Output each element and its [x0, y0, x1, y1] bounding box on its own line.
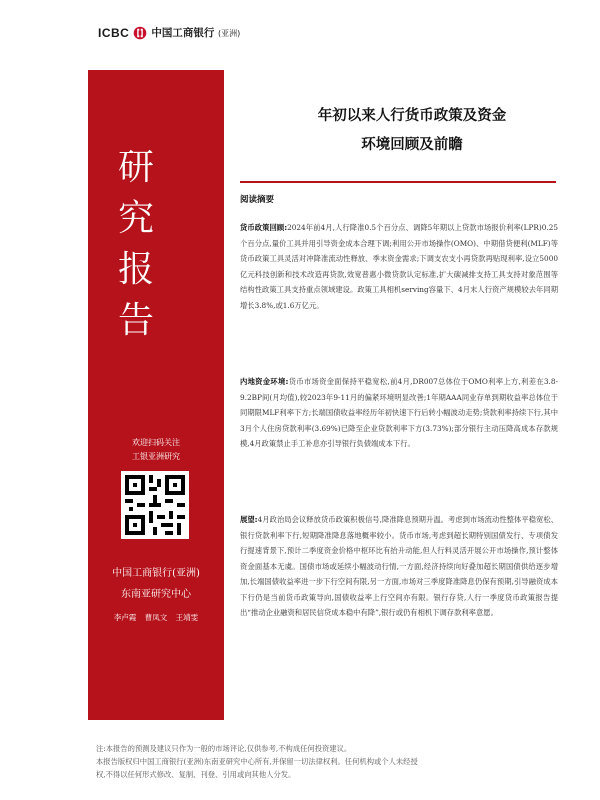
disclaimer-line: 注:本报告的预测及建议只作为一般的市场评论,仅供参考,不构成任何投资建议。 — [96, 744, 352, 753]
org-name: 中国工商银行(亚洲) — [112, 568, 200, 579]
scan-line: 欢迎扫码关注 — [132, 438, 180, 447]
scan-caption — [88, 436, 224, 464]
report-title-line2: 环境回顾及前瞻 — [361, 137, 463, 153]
paragraph-text: 4月政治局会议释放货币政策积极信号,降准降息预期升温。考虑到市场流动性整体平稳宽松、银行贷款利率下行,短期降准降息落地概率较小。货币市场,考虑到超长期特别国债发行、专项债发行提速背景下,预计二季度资金价格中枢环比有抬升动能,但人行料灵活开展公开市场操作,预计整体资金面基本无虞。国债市场或延续小幅波动行情,一方面,经济持续向好叠加超长期国债供给逐步增加,长端国债收益率进一步下行空间有限,另一方面,市场对三季度降准降息仍保有预期,引导融资成本下行仍是当前货币政策导向,国债收益率上行空间亦有限。银行存贷,人行一季度货币政策报告提出“推动企业融资和居民信贷成本稳中有降”,银行或仍有相机下调存款利率意愿。 — [240, 515, 558, 617]
abstract-heading: 阅读摘要 — [240, 195, 275, 205]
paragraph-lead: 内地资金环境: — [240, 377, 289, 386]
abstract-paragraph — [240, 512, 558, 621]
report-title-line1: 年初以来人行货币政策及资金 — [317, 108, 507, 124]
logo-region: (亚洲) — [218, 29, 241, 38]
icbc-emblem-icon — [133, 26, 147, 40]
org-department: 东南亚研究中心 — [121, 589, 191, 600]
paragraph-lead: 货币政策回顾: — [240, 223, 288, 232]
logo-text-en: ICBC — [98, 25, 130, 40]
paragraph-text: 货币市场资金面保持平稳宽松,前4月,DR007总体位于OMO利率上方,利差在3.8-9.2BP间(月均值),较2023年9-11月的偏紧环境明显改善;1年期AAA同业存单到期收益率总体位于同期限MLF利率下方;长端国债收益率经历年初快速下行后转小幅波动走势;贷款利率持续下行,其中3月个人住房贷款利率(3.69%)已降至企业贷款利率下方(3.73%);部分银行主动压降高成本存款规模,4月政策禁止手工补息亦引导银行负债端成本下行。 — [240, 377, 558, 448]
logo-text-cn: 中国工商银行 (亚洲) — [151, 27, 241, 39]
qr-code[interactable] — [121, 471, 189, 539]
title-char: 究 — [117, 198, 154, 239]
disclaimer — [96, 742, 556, 781]
header — [0, 0, 600, 70]
disclaimer-line: 本报告版权归中国工商银行(亚洲)东南亚研究中心所有,并保留一切法律权利。任何机构或个人未经授 — [96, 757, 418, 766]
icbc-logo — [98, 25, 240, 40]
abstract-paragraph — [240, 220, 558, 313]
abstract-paragraph — [240, 374, 558, 452]
report-type-title — [113, 142, 159, 346]
title-char: 告 — [117, 300, 154, 341]
paragraph-lead: 展望: — [240, 515, 258, 524]
authors: 李卢霞 曹凤文 王靖雯 — [113, 613, 199, 622]
scan-line: 工银亚洲研究 — [132, 452, 180, 461]
sidebar — [88, 70, 224, 720]
title-char: 报 — [117, 249, 154, 290]
title-char: 研 — [117, 147, 154, 188]
paragraph-text: 2024年前4月,人行降准0.5个百分点、调降5年期以上贷款市场报价利率(LPR)0.25个百分点,量价工具并用引导资金成本合理下调;利用公开市场操作(OMO)、中期借贷便利(MLF)等货币政策工具灵活对冲降准流动性释放、季末资金需求;下调支农支小再贷款再贴现利率,设立5000亿元科技创新和技术改造再贷款,效宽普惠小微贷款认定标准,扩大碳减排支持工具支持对象范围等结构性政策工具支持重点领域建设。政策工具相机serving容量下、4月末人行资产规模较去年同期增长3.8%,或1.6万亿元。 — [240, 223, 558, 310]
qr-code-icon — [121, 471, 189, 539]
divider — [240, 181, 556, 183]
disclaimer-line: 权,不得以任何形式修改、复制、刊登、引用或向其他人分发。 — [96, 770, 296, 779]
